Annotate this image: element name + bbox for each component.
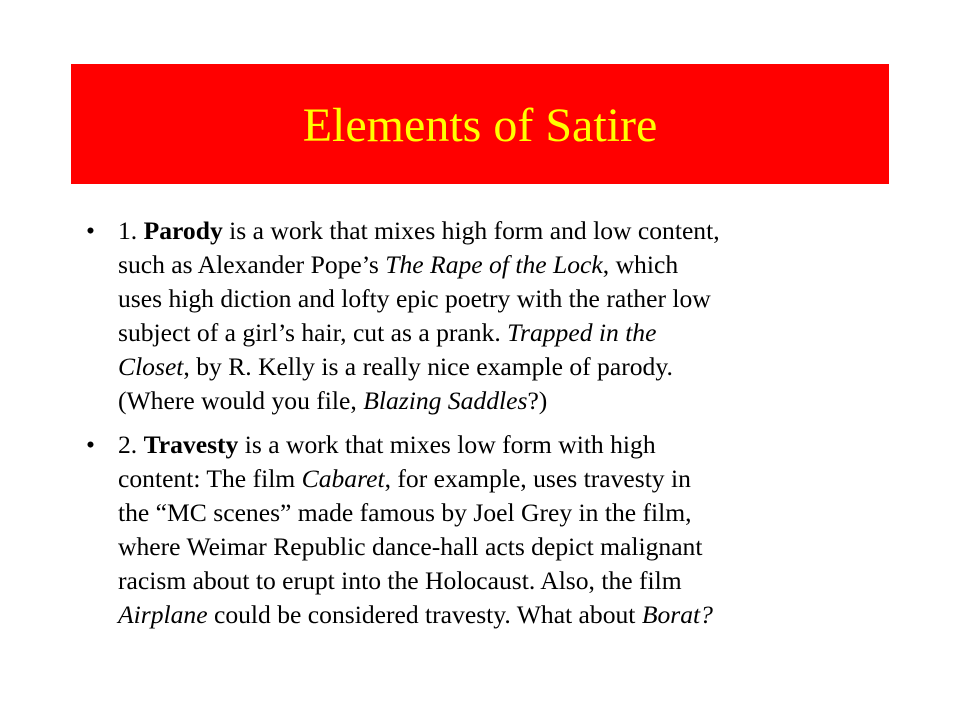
italic-title: Borat? [641,600,713,629]
text-segment: is a work that mixes low form with high [238,430,656,459]
text-segment: content: The film [118,464,302,493]
text-segment: racism about to erupt into the Holocaust. Also, the film [118,566,682,595]
text-segment: uses high diction and lofty epic poetry with the rather low [118,284,711,313]
italic-title: Cabaret [301,464,385,493]
text-segment: could be considered travesty. What about [207,600,642,629]
title-bar [71,64,889,184]
text-segment: the “MC scenes” made famous by Joel Grey in the film, [118,498,692,527]
text-segment: (Where would you file, [118,386,364,415]
text-segment: , which [602,250,679,279]
italic-title: Blazing Saddles [363,386,528,415]
italic-title: Trapped in the [507,318,657,347]
bullet-line [118,598,872,632]
text-segment: such as Alexander Pope’s [118,250,386,279]
bullet-line [118,530,872,564]
text-segment: , by R. Kelly is a really nice example of parody. [183,352,673,381]
bullet-line [118,384,872,418]
bold-term: Travesty [143,430,239,459]
bullet-line [118,248,872,282]
italic-title: The Rape of the Lock [385,250,603,279]
bullet-line [118,564,872,598]
bullet-item [72,214,872,418]
text-segment: where Weimar Republic dance-hall acts depict malignant [118,532,703,561]
text-segment: subject of a girl’s hair, cut as a prank. [118,318,508,347]
bullet-line [118,428,872,462]
bullet-line [118,462,872,496]
bullet-line [118,316,872,350]
bullet-list [72,214,872,642]
text-segment: ?) [527,386,548,415]
italic-title: Closet [118,352,184,381]
text-segment: , for example, uses travesty in [384,464,691,493]
bullet-line [118,214,872,248]
bullet-line [118,496,872,530]
bullet-icon: • [86,430,95,459]
italic-title: Airplane [118,600,208,629]
slide-title: Elements of Satire [302,99,658,152]
text-segment: 1. [118,216,144,245]
text-segment: is a work that mixes high form and low content, [222,216,720,245]
bullet-item [72,428,872,632]
bullet-icon: • [86,216,95,245]
bullet-line [118,350,872,384]
text-segment: 2. [118,430,144,459]
bullet-line [118,282,872,316]
bold-term: Parody [143,216,223,245]
